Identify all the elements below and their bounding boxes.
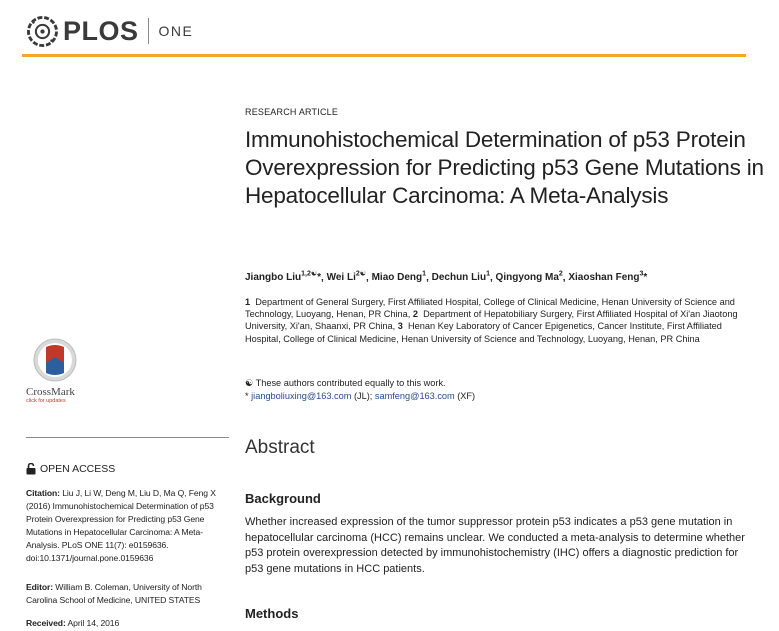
author[interactable]: Dechun Liu$^1$ [431,271,490,284]
citation-block [26,487,231,565]
affiliation-text: Henan Key Laboratory of Cancer Epigenetics, Cancer Institute, First Affiliated Hospital, College of Clinical Medicine, Henan University of Science and Technology, Luoyang, Henan, PR China [245,321,722,344]
affiliation-text: Department of General Surgery, First Affiliated Hospital, College of Clinical Medicine, Henan University of Science and Technology, Luoyang, Henan, PR China, [245,297,735,320]
plos-logo[interactable] [26,13,193,49]
sidebar-divider [26,437,229,438]
background-heading: Background [245,491,321,506]
author[interactable]: Wei $Li^{2☯}$ [326,271,367,284]
affiliation-number: 1 [245,297,251,307]
citation-text: Liu J, Li W, Deng M, Liu D, Ma Q, Feng X (2016) Immunohistochemical Determination of p53 Protein Overexpression for Predicting p53 Gene Mutations in Hepatocellular Carcinoma: A Meta-Analysis. PLoS ONE 11(7): e0159636. doi:10.1371/journal.pone.0159636 [26,488,216,563]
editor-block [26,581,231,607]
editor-label: Editor: [26,582,53,592]
crossmark-badge[interactable] [26,337,84,404]
author[interactable]: Xiaoshan Feng$^3$* [568,271,648,284]
author[interactable]: Qingyong Ma$^2$ [495,271,563,284]
crossmark-icon [32,337,78,383]
author-notes [245,377,755,402]
crossmark-subtitle: click for updates [26,398,66,404]
received-label: Received: [26,618,66,628]
logo-divider [148,18,149,44]
author[interactable]: Miao Deng$^1$ [371,271,427,284]
email-link-xf[interactable]: samfeng@163.com [374,390,455,401]
abstract-heading: Abstract [245,437,315,458]
logo-text: PLOS [63,15,139,46]
article-type: RESEARCH ARTICLE [245,107,339,117]
journal-name: ONE [158,23,194,39]
correspondence-line: * jiangboliuxing@163.com (JL); samfeng@163.com (XF) [245,390,476,401]
affiliation-text: Department of Hepatobiliary Surgery, First Affiliated Hospital of Xi'an Jiaotong University, Xi'an, Shaanxi, PR China, [245,309,738,332]
affiliation-number: 3 [397,321,403,332]
received-block [26,617,231,630]
crossmark-title: CrossMark [26,386,75,398]
article-title: Immunohistochemical Determination of p53 Protein Overexpression for Predicting p53 Gene Mutations in Hepatocellular Carcinoma: A Meta-Analysis [245,127,764,208]
plos-logo-icon [26,15,59,48]
affiliations [245,296,755,345]
citation-label: Citation: [26,488,60,498]
author[interactable]: Jiangbo Liu$^{1,2☯}$* [245,271,322,284]
open-access-label [26,463,115,475]
open-lock-icon [26,463,36,475]
background-paragraph: Whether increased expression of the tumor suppressor protein p53 indicates a p53 gene mutation in hepatocellular carcinoma (HCC) remains unclear. We conducted a meta-analysis to determine whether p53 protein overexpression detected by immunohistochemistry (IHC) offers a diagnostic prediction for p53 gene mutations in HCC patients. [245,516,745,575]
author-list: Jiangbo Liu$^{1,2☯}$*, Wei $Li^{2☯}$, Miao Deng$^1$, Dechun Liu$^1$, Qingyong Ma$^2$, Xiaoshan Feng$^3$* [245,271,648,284]
open-access-text: OPEN ACCESS [40,463,116,475]
header-accent-rule [22,54,746,57]
email-link-jl[interactable]: jiangboliuxing@163.com [251,390,352,401]
editor-text: William B. Coleman, University of North Carolina School of Medicine, UNITED STATES [26,582,202,605]
methods-heading: Methods [245,606,299,621]
received-text: April 14, 2016 [67,618,120,628]
equal-contribution-note: ☯ These authors contributed equally to this work. [245,378,446,388]
affiliation-number: 2 [412,309,418,320]
